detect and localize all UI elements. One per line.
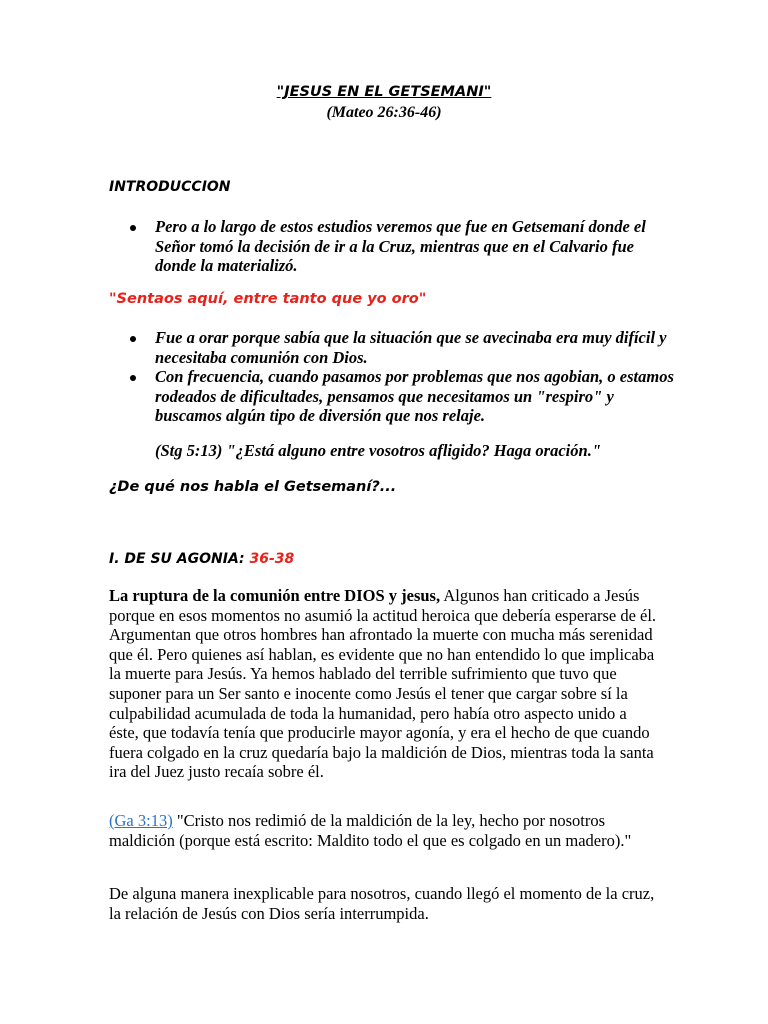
- document-subtitle: (Mateo 26:36-46): [326, 104, 442, 121]
- question-heading: ¿De qué nos habla el Getsemaní?...: [109, 479, 397, 495]
- paragraph-text: "Cristo nos redimió de la maldición de la ley, hecho por nosotros maldición (porque está escrito: Maldito todo el que es colgado en un madero).": [109, 811, 632, 850]
- bullet-text: Con frecuencia, cuando pasamos por problemas que nos agobian, o estamos rodeados de dificultades, pensamos que necesitamos un "respiro" y buscamos algún tipo de diversión que nos relaje.: [155, 367, 674, 425]
- bullet-text: Pero a lo largo de estos estudios veremos que fue en Getsemaní donde el Señor tomó la decisión de ir a la Cruz, mientras que en el Calvario fue donde la materializó.: [155, 217, 646, 275]
- document-title: "JESUS EN EL GETSEMANI": [276, 84, 492, 100]
- paragraph-lead: La ruptura de la comunión entre DIOS y jesus,: [109, 586, 441, 605]
- bullet-icon: [130, 336, 136, 342]
- paragraph-text: Algunos han criticado a Jesús porque en esos momentos no asumió la actitud heroica que debería esperarse de él. Argumentan que otros hombres han afrontado la muerte con mucha más serenidad que él. Pero quienes así hablan, es evidente que no han entendido lo que implicaba la muerte para Jesús. Ya hemos hablado del terrible sufrimiento que tuvo que suponer para un Ser santo e inocente como Jesús el tener que cargar sobre sí la culpabilidad acumulada de toda la humanidad, pero había otro aspecto unido a éste, que todavía tenía que producirle mayor agonía, y era el hecho de que cuando fuera colgado en la cruz quedaría bajo la maldición de Dios, mientras toda la santa ira del Juez justo recaía sobre él.: [109, 586, 657, 782]
- section-label: I. DE SU AGONIA:: [109, 551, 250, 567]
- intro-heading: INTRODUCCION: [109, 179, 231, 195]
- paragraph-3: De alguna manera inexplicable para nosotros, cuando llegó el momento de la cruz, la relación de Jesús con Dios sería interrumpida.: [109, 884, 655, 923]
- bullet-text: Fue a orar porque sabía que la situación que se avecinaba era muy difícil y necesitaba comunión con Dios.: [155, 328, 667, 367]
- scripture-link[interactable]: (Ga 3:13): [109, 811, 173, 830]
- red-quote: "Sentaos aquí, entre tanto que yo oro": [109, 291, 427, 307]
- bullet-icon: [130, 375, 136, 381]
- paragraph-2: [109, 811, 659, 850]
- paragraph-1: [109, 586, 659, 782]
- section-heading: [109, 551, 294, 567]
- bullet-icon: [130, 225, 136, 231]
- stg-quote: (Stg 5:13) "¿Está alguno entre vosotros afligido? Haga oración.": [155, 441, 601, 460]
- section-ref: 36-38: [249, 551, 295, 567]
